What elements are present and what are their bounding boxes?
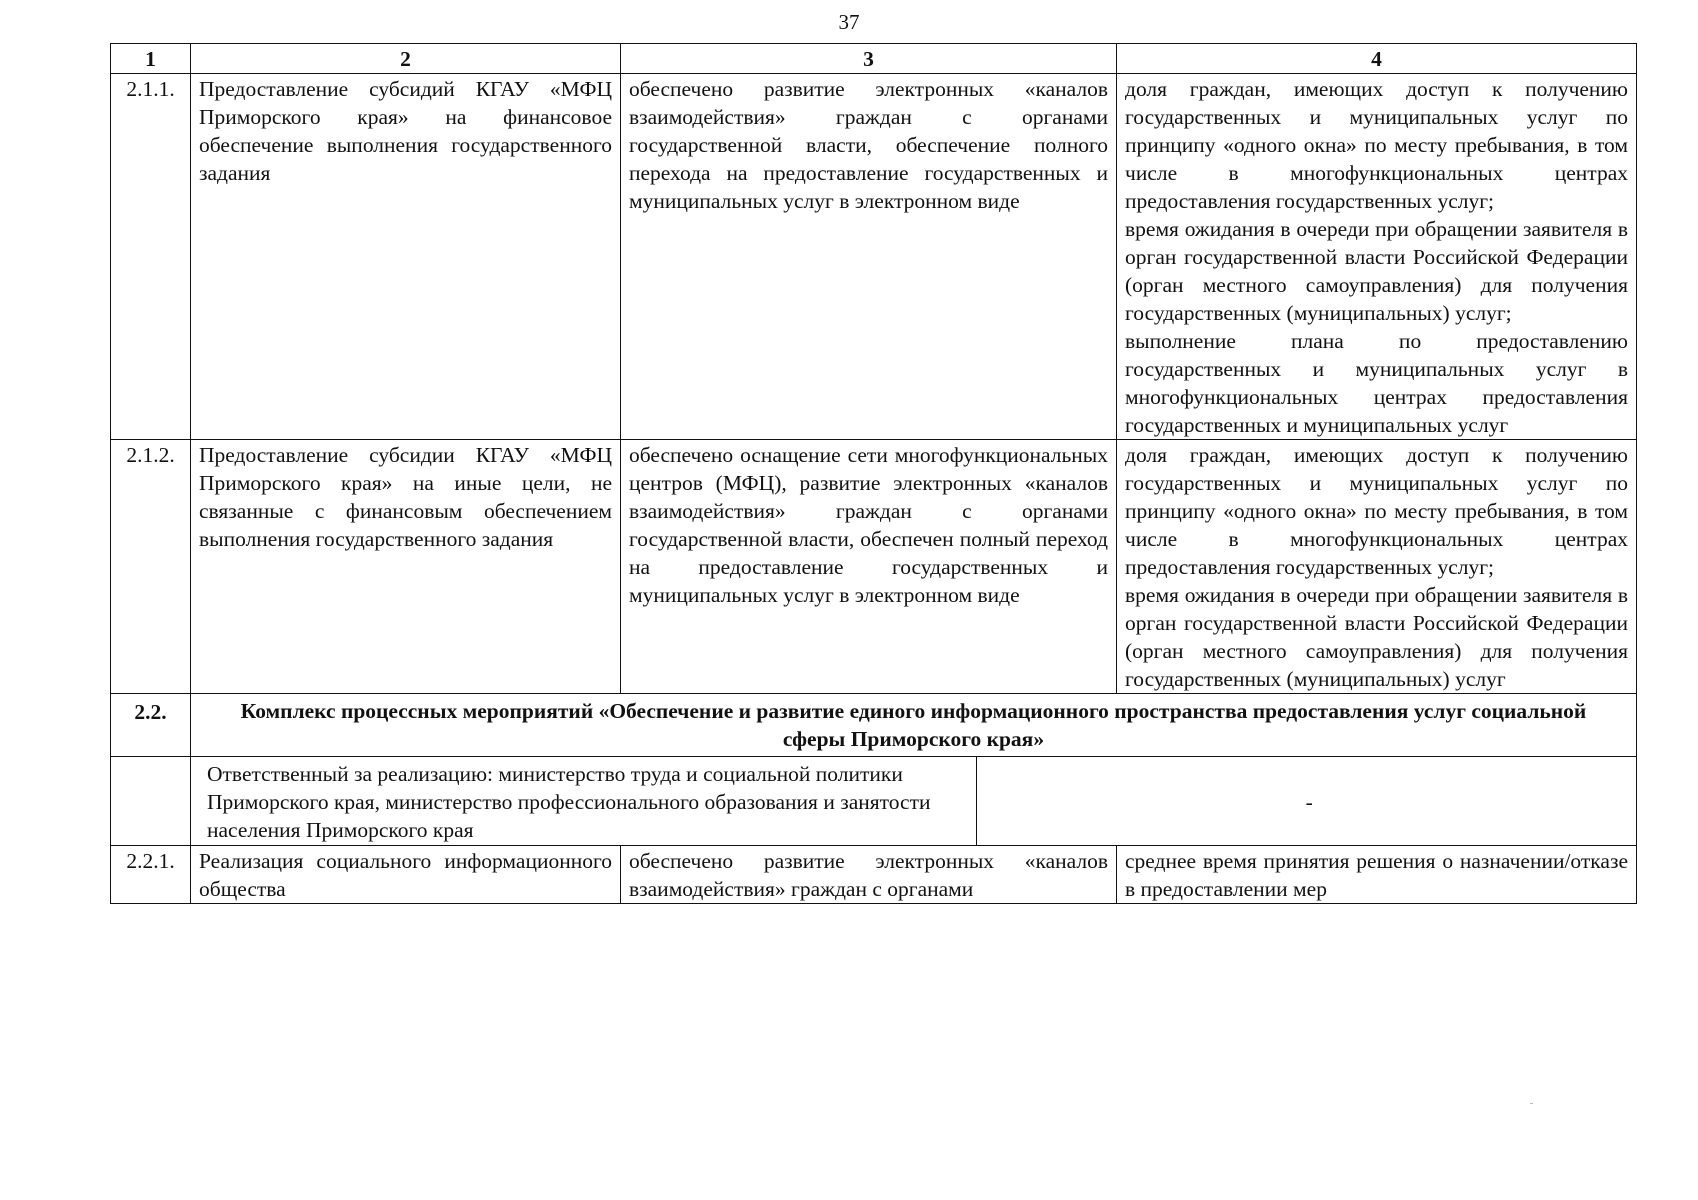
indicator-item: время ожидания в очереди при обращении заявителя в орган государственной власти Российской Федерации (орган местного самоуправления) для получения государственных (муниципальных) услуг bbox=[1125, 583, 1628, 691]
measure-name: Предоставление субсидий КГАУ «МФЦ Приморского края» на финансовое обеспечение выполнения государственного задания bbox=[191, 74, 621, 440]
scan-speck bbox=[1530, 1103, 1533, 1104]
indicator-item: время ожидания в очереди при обращении заявителя в орган государственной власти Российской Федерации (орган местного самоуправления) для получения государственных (муниципальных) услуг; bbox=[1125, 217, 1628, 325]
row-number: 2.2.1. bbox=[111, 846, 191, 904]
indicators bbox=[1117, 74, 1637, 440]
expected-result: обеспечено оснащение сети многофункциональных центров (МФЦ), развитие электронных «каналов взаимодействия» граждан с органами государственной власти, обеспечен полный переход на предоставление государственных и муниципальных услуг в электронном виде bbox=[621, 440, 1117, 694]
indicators bbox=[1117, 440, 1637, 694]
section-row bbox=[111, 694, 1637, 757]
responsible-inner-table bbox=[191, 757, 1636, 845]
expected-result: обеспечено развитие электронных «каналов взаимодействия» граждан с органами государственной власти, обеспечение полного перехода на предоставление государственных и муниципальных услуг в электронном виде bbox=[621, 74, 1117, 440]
expected-result: обеспечено развитие электронных «каналов взаимодействия» граждан с органами bbox=[621, 846, 1117, 904]
header-col-4: 4 bbox=[1117, 44, 1637, 74]
responsible-cell bbox=[191, 757, 1637, 846]
empty-cell bbox=[111, 757, 191, 846]
responsible-value: - bbox=[976, 757, 1636, 845]
measure-name: Реализация социального информационного общества bbox=[191, 846, 621, 904]
indicator-item: выполнение плана по предоставлению государственных и муниципальных услуг в многофункциональных центрах предоставления государственных и муниципальных услуг bbox=[1125, 329, 1628, 437]
measure-name: Предоставление субсидии КГАУ «МФЦ Приморского края» на иные цели, не связанные с финансовым обеспечением выполнения государственного задания bbox=[191, 440, 621, 694]
page-number: 37 bbox=[838, 10, 860, 34]
header-col-3: 3 bbox=[621, 44, 1117, 74]
table-row bbox=[111, 846, 1637, 904]
row-number: 2.1.1. bbox=[111, 74, 191, 440]
header-col-2: 2 bbox=[191, 44, 621, 74]
header-col-1: 1 bbox=[111, 44, 191, 74]
section-title: Комплекс процессных мероприятий «Обеспечение и развитие единого информационного пространства предоставления услуг социальной сферы Приморского края» bbox=[191, 694, 1637, 757]
row-number: 2.1.2. bbox=[111, 440, 191, 694]
table-row bbox=[111, 74, 1637, 440]
responsible-text: Ответственный за реализацию: министерство труда и социальной политики Приморского края, министерство профессионального образования и занятости населения Приморского края bbox=[207, 762, 931, 842]
indicator-item: доля граждан, имеющих доступ к получению государственных и муниципальных услуг по принципу «одного окна» по месту пребывания, в том числе в многофункциональных центрах предоставления государственных услуг; bbox=[1125, 443, 1628, 579]
indicators: среднее время принятия решения о назначении/отказе в предоставлении мер bbox=[1117, 846, 1637, 904]
header-row bbox=[111, 44, 1637, 74]
responsible-row bbox=[111, 757, 1637, 846]
indicator-item: доля граждан, имеющих доступ к получению государственных и муниципальных услуг по принципу «одного окна» по месту пребывания, в том числе в многофункциональных центрах предоставления государственных услуг; bbox=[1125, 77, 1628, 213]
programme-table bbox=[110, 43, 1637, 904]
section-number: 2.2. bbox=[111, 694, 191, 757]
table-row bbox=[111, 440, 1637, 694]
